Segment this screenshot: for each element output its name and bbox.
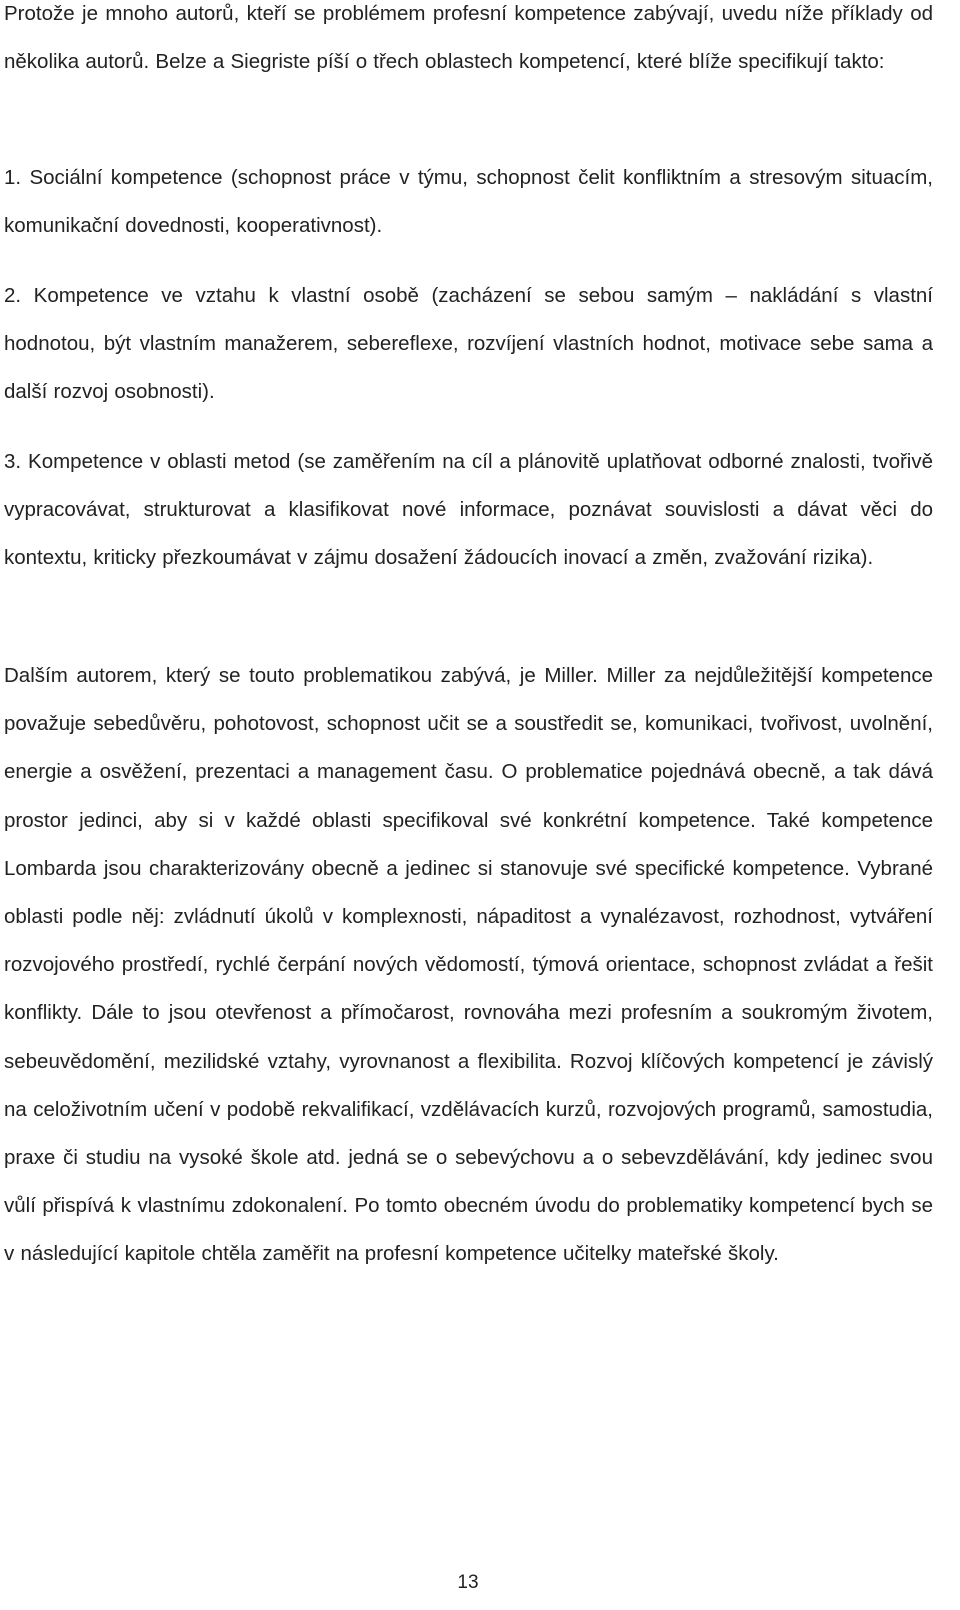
competence-item-self: 2. Kompetence ve vztahu k vlastní osobě (zacházení se sebou samým – nakládání s vlastní hodnotou, být vlastním manažerem, sebereflexe, rozvíjení vlastních hodnot, motivace sebe sama a další rozvoj osobnosti). [4,284,933,404]
document-page [4,0,933,1610]
competence-item-methods: 3. Kompetence v oblasti metod (se zaměřením na cíl a plánovitě uplatňovat odborné znalosti, tvořivě vypracovávat, strukturovat a klasifikovat nové informace, poznávat souvislosti a dávat věci do kontextu, kriticky přezkoumávat v zájmu dosažení žádoucích inovací a změn, zvažování rizika). [4,450,933,570]
page-number: 13 [457,1572,479,1593]
closing-paragraph: Dalším autorem, který se touto problematikou zabývá, je Miller. Miller za nejdůležitější kompetence považuje sebedůvěru, pohotovost, schopnost učit se a soustředit se, komunikaci, tvořivost, uvolnění, energie a osvěžení, prezentaci a management času. O problematice pojednává obecně, a tak dává prostor jedinci, aby si v každé oblasti specifikoval své konkrétní kompetence. Také kompetence Lombarda jsou charakterizovány obecně a jedinec si stanovuje své specifické kompetence. Vybrané oblasti podle něj: zvládnutí úkolů v komplexnosti, nápaditost a vynalézavost, rozhodnost, vytváření rozvojového prostředí, rychlé čerpání nových vědomostí, týmová orientace, schopnost zvládat a řešit konflikty. Dále to jsou otevřenost a přímočarost, rovnováha mezi profesním a soukromým životem, sebeuvědomění, mezilidské vztahy, vyrovnanost a flexibilita. Rozvoj klíčových kompetencí je závislý na celoživotním učení v podobě rekvalifikací, vzdělávacích kurzů, rozvojových programů, samostudia, praxe či studiu na vysoké škole atd. jedná se o sebevýchovu a o sebevzdělávání, kdy jedinec svou vůlí přispívá k vlastnímu zdokonalení. Po tomto obecném úvodu do problematiky kompetencí bych se v následující kapitole chtěla zaměřit na profesní kompetence učitelky mateřské školy. [4,664,933,1266]
competence-item-social: 1. Sociální kompetence (schopnost práce v týmu, schopnost čelit konfliktním a stresovým situacím, komunikační dovednosti, kooperativnost). [4,166,933,238]
intro-paragraph: Protože je mnoho autorů, kteří se problémem profesní kompetence zabývají, uvedu níže příklady od několika autorů. Belze a Siegriste píší o třech oblastech kompetencí, které blíže specifikují takto: [4,2,933,74]
